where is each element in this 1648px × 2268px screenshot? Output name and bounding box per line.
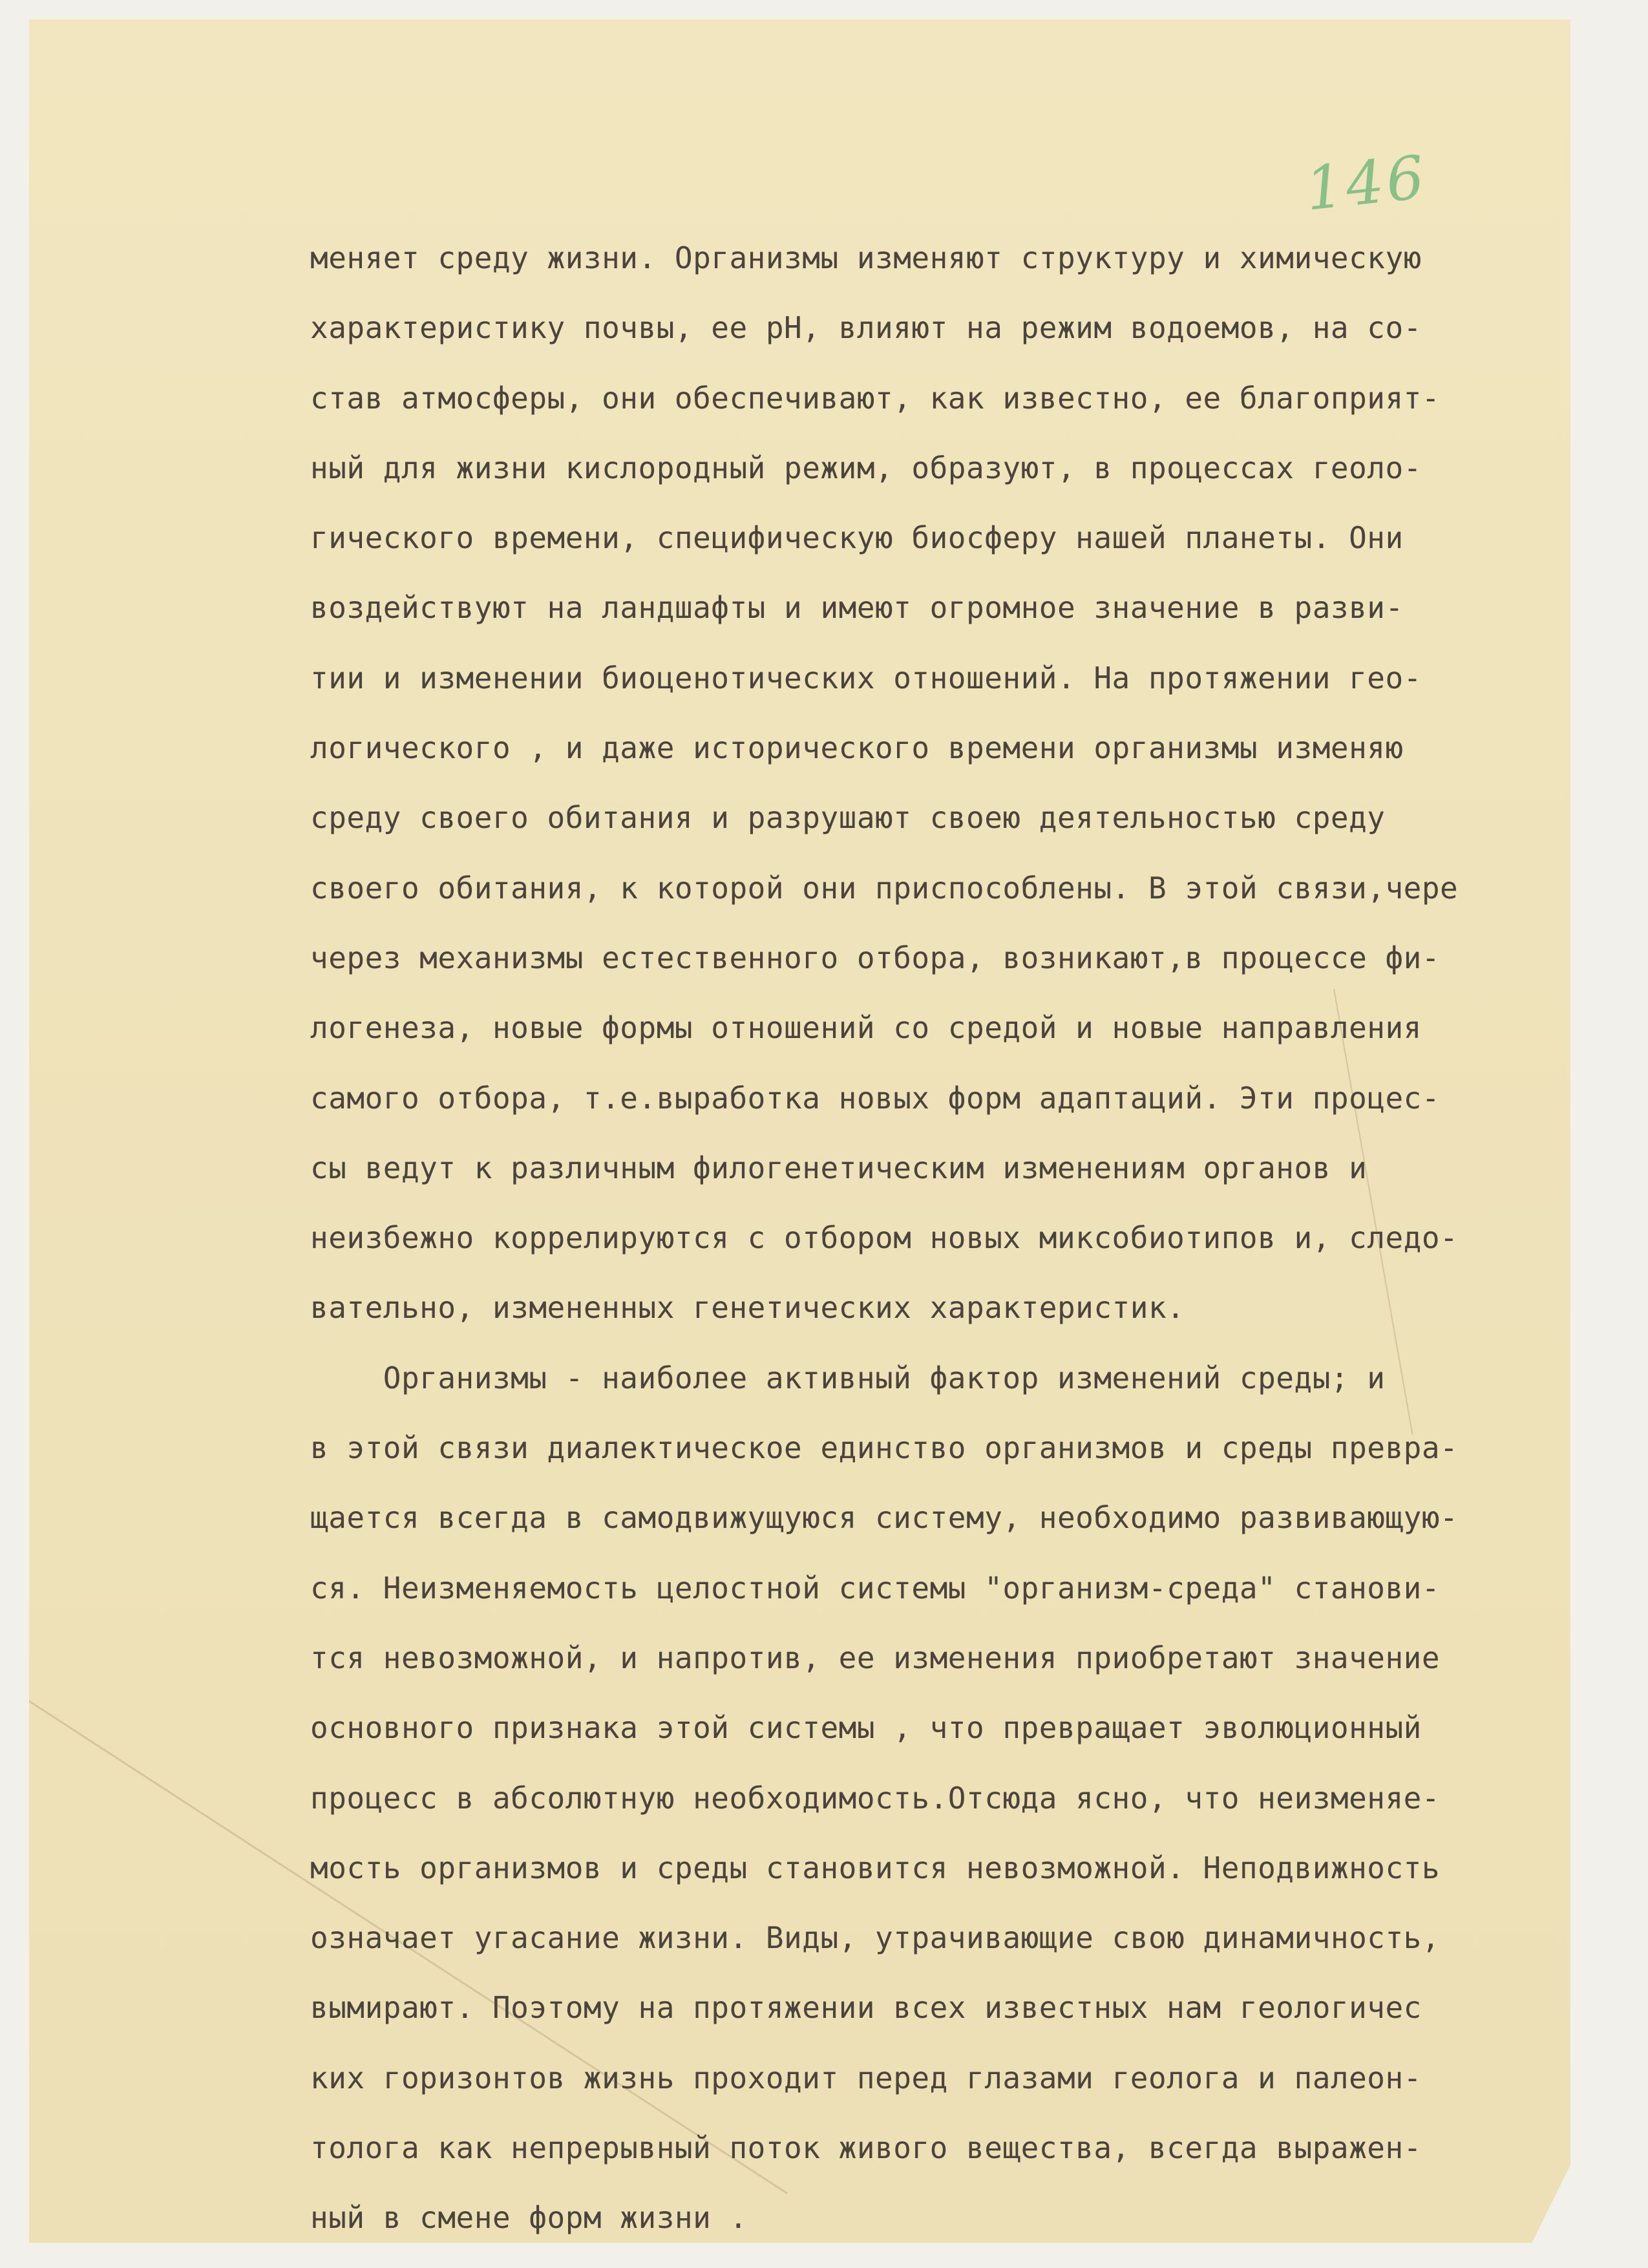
text-line: тии и изменении биоценотических отношений. На протяжении гео-	[310, 660, 1422, 695]
text-line: меняет среду жизни. Организмы изменяют структуру и химическую	[310, 240, 1422, 275]
text-line: тся невозможной, и напротив, ее изменения приобретают значение	[310, 1640, 1441, 1675]
text-line: основного признака этой системы , что превращает эволюционный	[310, 1710, 1422, 1746]
text-line: толога как непрерывный поток живого вещества, всегда выражен-	[310, 2130, 1422, 2166]
text-line: через механизмы естественного отбора, возникают,в процессе фи-	[310, 940, 1441, 975]
text-line: гического времени, специфическую биосферу нашей планеты. Они	[310, 520, 1404, 556]
text-line: сы ведут к различным филогенетическим изменениям органов и	[310, 1150, 1368, 1185]
text-line: среду своего обитания и разрушают своею деятельностью среду	[310, 800, 1386, 836]
text-line: вательно, измененных генетических характеристик.	[310, 1290, 1185, 1326]
text-line: своего обитания, к которой они приспособлены. В этой связи,чере	[310, 870, 1459, 906]
text-line: вымирают. Поэтому на протяжении всех известных нам геологичес	[310, 1990, 1422, 2026]
text-line: став атмосферы, они обеспечивают, как известно, ее благоприят-	[310, 380, 1441, 416]
text-line: ный в смене форм жизни .	[310, 2200, 748, 2236]
typewritten-body	[310, 223, 1570, 2253]
text-line: в этой связи диалектическое единство организмов и среды превра-	[310, 1430, 1459, 1466]
text-line: щается всегда в самодвижущуюся систему, необходимо развивающую-	[310, 1500, 1459, 1536]
text-line: процесс в абсолютную необходимость.Отсюда ясно, что неизменяе-	[310, 1780, 1441, 1816]
text-line: ный для жизни кислородный режим, образуют, в процессах геоло-	[310, 450, 1422, 485]
text-line: неизбежно коррелируются с отбором новых миксобиотипов и, следо-	[310, 1220, 1459, 1256]
text-line: ких горизонтов жизнь проходит перед глазами геолога и палеон-	[310, 2060, 1422, 2095]
text-line: мость организмов и среды становится невозможной. Неподвижность	[310, 1850, 1441, 1885]
handwritten-page-number: 146	[1302, 142, 1430, 224]
text-line: характеристику почвы, ее рН, влияют на режим водоемов, на со-	[310, 310, 1422, 346]
text-line: логического , и даже исторического времени организмы изменяю	[310, 730, 1404, 766]
text-line: означает угасание жизни. Виды, утрачивающие свою динамичность,	[310, 1920, 1441, 1956]
text-line: логенеза, новые формы отношений со средой и новые направления	[310, 1010, 1422, 1046]
text-line: Организмы - наиболее активный фактор изменений среды; и	[310, 1360, 1386, 1395]
text-line: воздействуют на ландшафты и имеют огромное значение в разви-	[310, 590, 1404, 626]
text-line: ся. Неизменяемость целостной системы "организм-среда" станови-	[310, 1570, 1441, 1606]
text-line: самого отбора, т.е.выработка новых форм адаптаций. Эти процес-	[310, 1080, 1441, 1116]
